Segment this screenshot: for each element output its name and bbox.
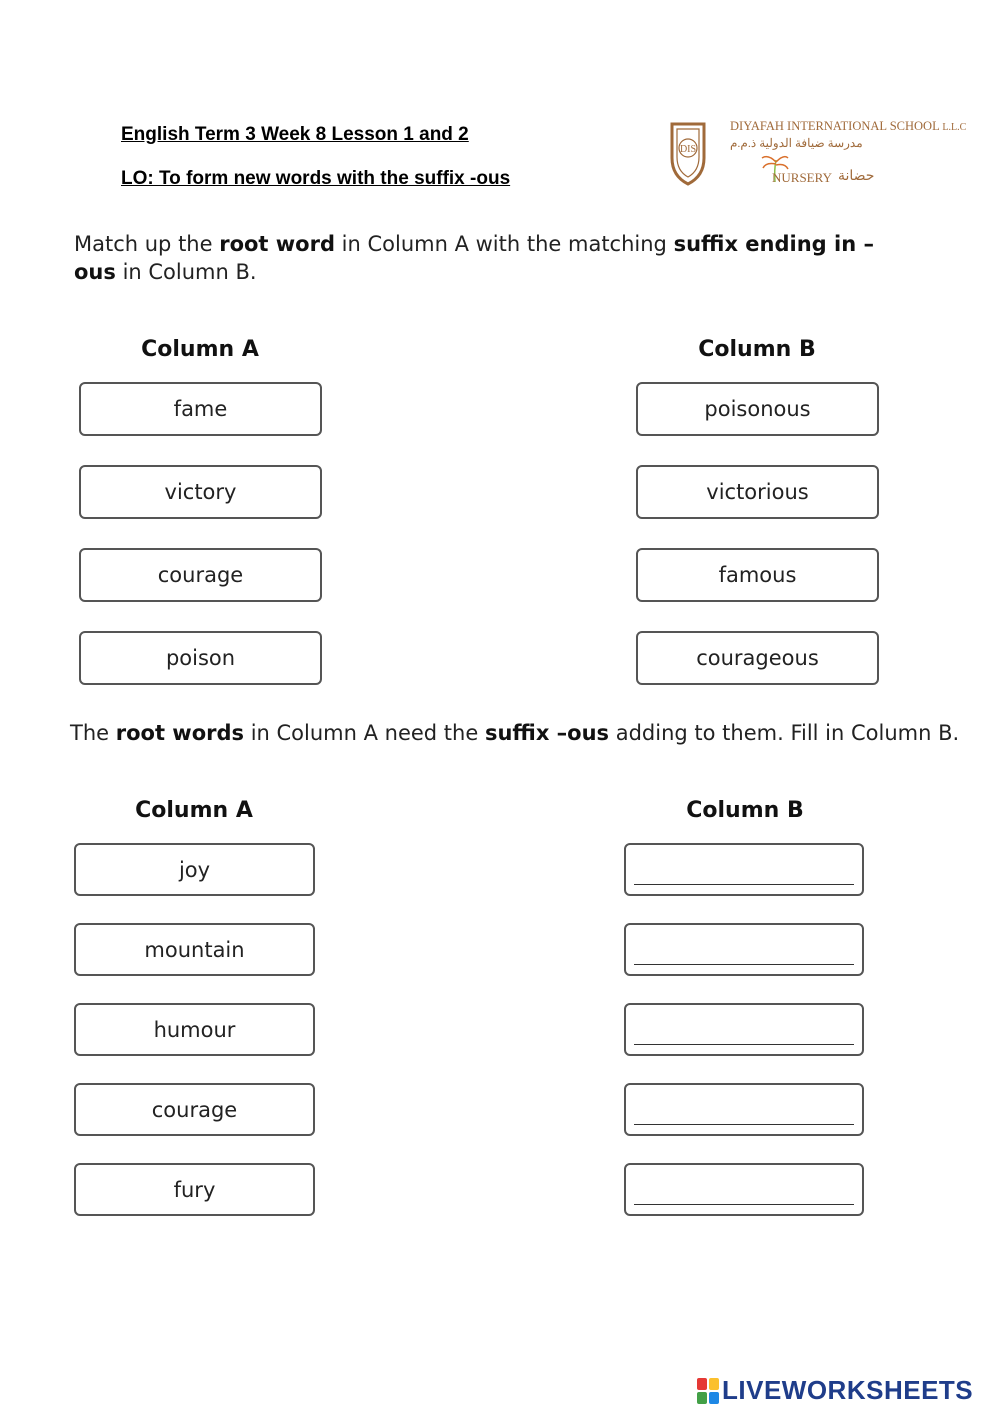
answer-line (634, 884, 854, 885)
match-suffix-word-box[interactable] (636, 465, 879, 519)
root-word: victory (164, 480, 237, 504)
worksheet-title: English Term 3 Week 8 Lesson 1 and 2 (121, 124, 469, 145)
answer-box (624, 1083, 864, 1136)
instruction-emphasis: root words (115, 721, 245, 745)
match-root-word-box[interactable] (79, 382, 322, 436)
answer-input[interactable] (634, 1011, 854, 1043)
instruction-text: The (70, 721, 116, 745)
suffix-word: courageous (696, 646, 819, 670)
root-word-box (74, 843, 315, 896)
match-suffix-word-box[interactable] (636, 548, 879, 602)
match-root-word-box[interactable] (79, 465, 322, 519)
root-word-box (74, 1163, 315, 1216)
match-root-word-box[interactable] (79, 548, 322, 602)
instruction-text: in Column A with the matching (335, 232, 674, 256)
school-crest-icon (668, 118, 708, 186)
answer-box (624, 1163, 864, 1216)
instruction-emphasis: suffix –ous (484, 721, 610, 745)
instruction-emphasis: suffix ending in –ous (74, 232, 874, 284)
root-word: humour (153, 1017, 236, 1042)
section1-instruction (74, 230, 904, 286)
nursery-label: NURSERY (772, 170, 832, 185)
learning-objective: LO: To form new words with the suffix -ous (121, 168, 511, 189)
match-root-word-box[interactable] (79, 631, 322, 685)
school-name (730, 119, 966, 134)
root-word: mountain (144, 937, 245, 962)
match-suffix-word-box[interactable] (636, 382, 879, 436)
root-word: joy (178, 857, 211, 882)
answer-input[interactable] (634, 851, 854, 883)
crest-badge-text: DIS (679, 144, 697, 155)
suffix-word: famous (718, 563, 797, 587)
root-word: courage (157, 563, 244, 587)
answer-input[interactable] (634, 1171, 854, 1203)
section1-column-b-header: Column B (698, 337, 816, 362)
answer-line (634, 1044, 854, 1045)
answer-line (634, 1124, 854, 1125)
section1-column-a-header: Column A (141, 337, 259, 362)
nursery-label-arabic: حضانة (838, 169, 875, 184)
instruction-emphasis: root word (219, 232, 335, 256)
answer-line (634, 964, 854, 965)
root-word-box (74, 923, 315, 976)
answer-input[interactable] (634, 1091, 854, 1123)
section2-column-a-header: Column A (135, 798, 253, 823)
section2-instruction (70, 719, 960, 747)
school-suffix: L.L.C (942, 122, 967, 133)
instruction-text: in Column B. (115, 260, 257, 284)
root-word-box (74, 1003, 315, 1056)
root-word-box (74, 1083, 315, 1136)
instruction-text: in Column A need the (244, 721, 485, 745)
match-suffix-word-box[interactable] (636, 631, 879, 685)
suffix-word: victorious (706, 480, 809, 504)
instruction-text: Match up the (74, 232, 220, 256)
answer-line (634, 1204, 854, 1205)
liveworksheets-brand[interactable]: LIVEWORKSHEETS (722, 1375, 974, 1405)
section2-column-b-header: Column B (686, 798, 804, 823)
root-word: courage (151, 1097, 238, 1122)
root-word: poison (165, 646, 236, 670)
answer-input[interactable] (634, 931, 854, 963)
liveworksheets-logo-icon (697, 1378, 719, 1404)
school-name-text: DIYAFAH INTERNATIONAL SCHOOL (730, 119, 940, 133)
suffix-word: poisonous (704, 397, 811, 421)
answer-box (624, 843, 864, 896)
instruction-text: adding to them. Fill in Column B. (609, 721, 960, 745)
root-word: fury (173, 1177, 216, 1202)
answer-box (624, 1003, 864, 1056)
root-word: fame (173, 397, 228, 421)
answer-box (624, 923, 864, 976)
school-name-arabic: مدرسة ضيافة الدولية ذ.م.م (730, 136, 863, 150)
